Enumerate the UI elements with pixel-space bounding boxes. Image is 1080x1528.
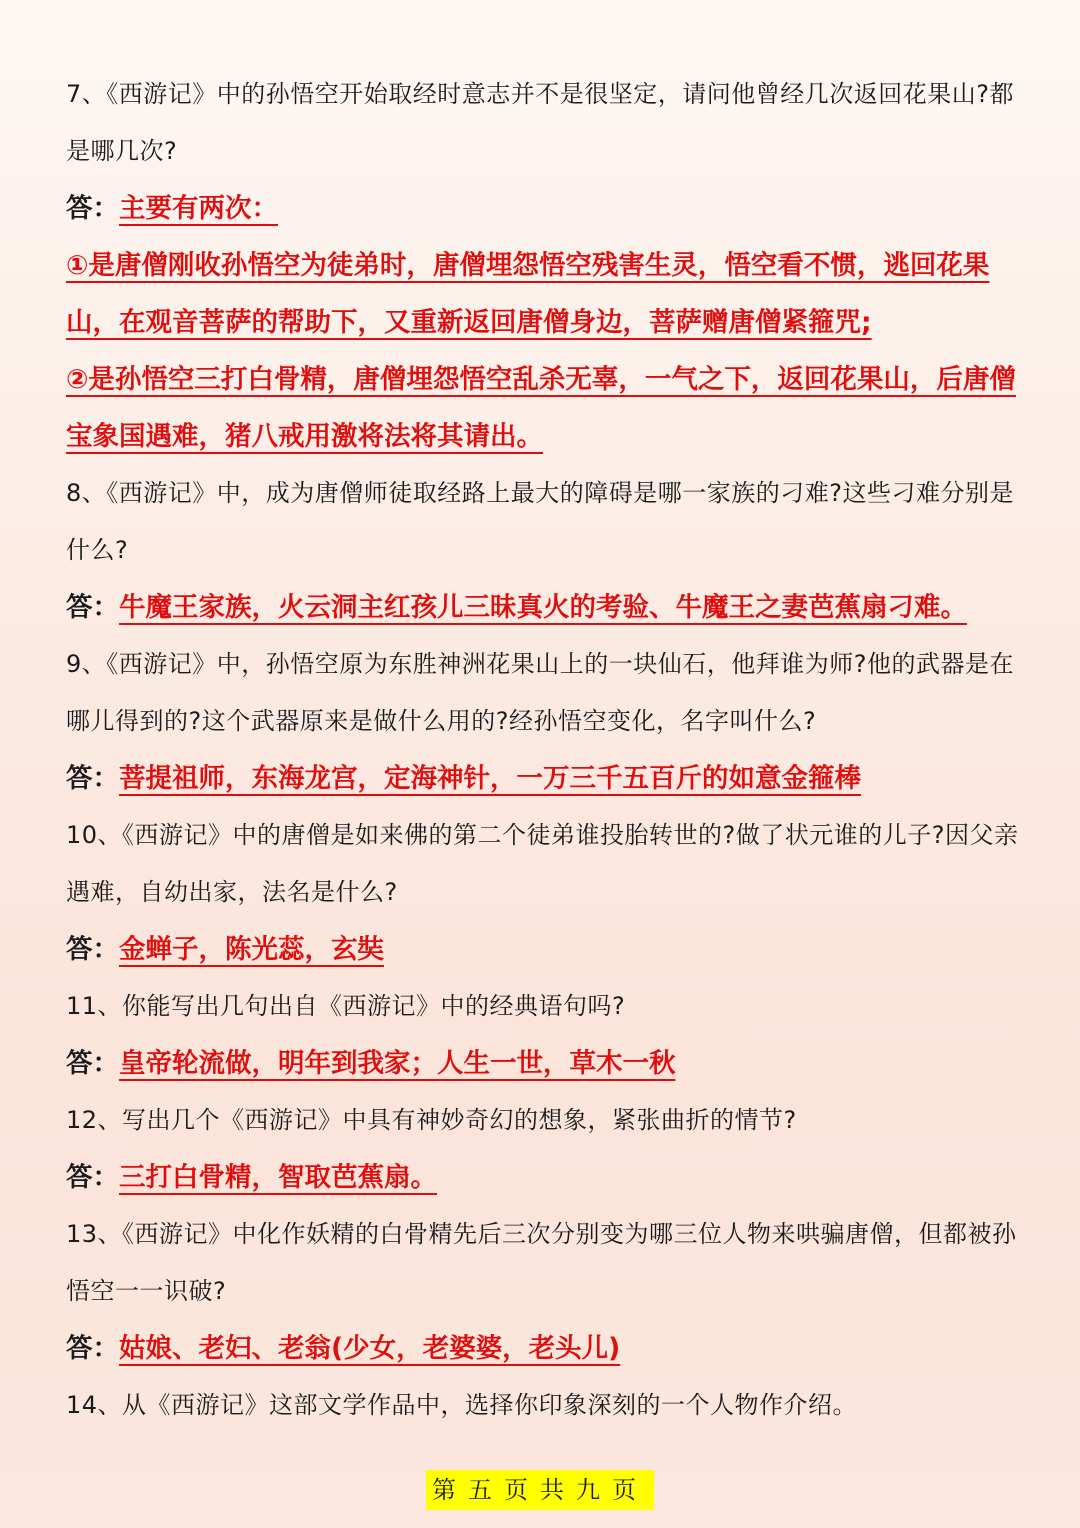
- answer-text: 皇帝轮流做，明年到我家；人生一世，草木一秋: [119, 1048, 676, 1079]
- question-8: 8、《西游记》中，成为唐僧师徒取经路上最大的障碍是哪一家族的刁难?这些刁难分别是什么?: [66, 479, 1015, 564]
- answer-label: 答：: [66, 592, 119, 623]
- answer-label: 答：: [66, 763, 119, 794]
- answer-text: 三打白骨精，智取芭蕉扇。: [119, 1162, 437, 1193]
- answer-10: [66, 921, 1026, 978]
- answer-text: 主要有两次：: [119, 193, 278, 224]
- answer-label: 答：: [66, 193, 119, 224]
- answer-7-point-1: ①是唐僧刚收孙悟空为徒弟时，唐僧埋怨悟空残害生灵，悟空看不惯，逃回花果山，在观音菩萨的帮助下，又重新返回唐僧身边，菩萨赠唐僧紧箍咒;: [66, 250, 990, 338]
- answer-text: 菩提祖师，东海龙宫，定海神针，一万三千五百斤的如意金箍棒: [119, 763, 861, 794]
- answer-9: [66, 750, 1026, 807]
- question-9: 9、《西游记》中，孙悟空原为东胜神洲花果山上的一块仙石，他拜谁为师?他的武器是在哪儿得到的?这个武器原来是做什么用的?经孙悟空变化，名字叫什么?: [66, 650, 1015, 735]
- answer-label: 答：: [66, 1333, 119, 1364]
- question-13: 13、《西游记》中化作妖精的白骨精先后三次分别变为哪三位人物来哄骗唐僧，但都被孙悟空一一识破?: [66, 1220, 1017, 1305]
- answer-7-intro: [66, 180, 1026, 237]
- page-number-label: 第五页共九页: [426, 1470, 654, 1510]
- question-12: 12、写出几个《西游记》中具有神妙奇幻的想象，紧张曲折的情节?: [66, 1106, 797, 1134]
- answer-12: [66, 1149, 1026, 1206]
- answer-text: 金蝉子，陈光蕊，玄奘: [119, 934, 384, 965]
- answer-text: 牛魔王家族，火云洞主红孩儿三昧真火的考验、牛魔王之妻芭蕉扇刁难。: [119, 592, 967, 623]
- answer-text: 姑娘、老妇、老翁(少女，老婆婆，老头儿): [119, 1333, 621, 1364]
- document-page: [66, 66, 1026, 1434]
- answer-label: 答：: [66, 1048, 119, 1079]
- answer-11: [66, 1035, 1026, 1092]
- answer-8: [66, 579, 1026, 636]
- question-14: 14、从《西游记》这部文学作品中，选择你印象深刻的一个人物作介绍。: [66, 1391, 858, 1419]
- answer-label: 答：: [66, 1162, 119, 1193]
- question-11: 11、你能写出几句出自《西游记》中的经典语句吗?: [66, 992, 626, 1020]
- answer-13: [66, 1320, 1026, 1377]
- answer-7-point-2: ②是孙悟空三打白骨精，唐僧埋怨悟空乱杀无辜，一气之下，返回花果山，后唐僧宝象国遇难，猪八戒用激将法将其请出。: [66, 364, 1016, 452]
- answer-label: 答：: [66, 934, 119, 965]
- question-7: 7、《西游记》中的孙悟空开始取经时意志并不是很坚定，请问他曾经几次返回花果山?都是哪几次?: [66, 80, 1015, 165]
- question-10: 10、《西游记》中的唐僧是如来佛的第二个徒弟谁投胎转世的?做了状元谁的儿子?因父亲遇难，自幼出家，法名是什么?: [66, 821, 1019, 906]
- page-footer: [0, 1470, 1080, 1510]
